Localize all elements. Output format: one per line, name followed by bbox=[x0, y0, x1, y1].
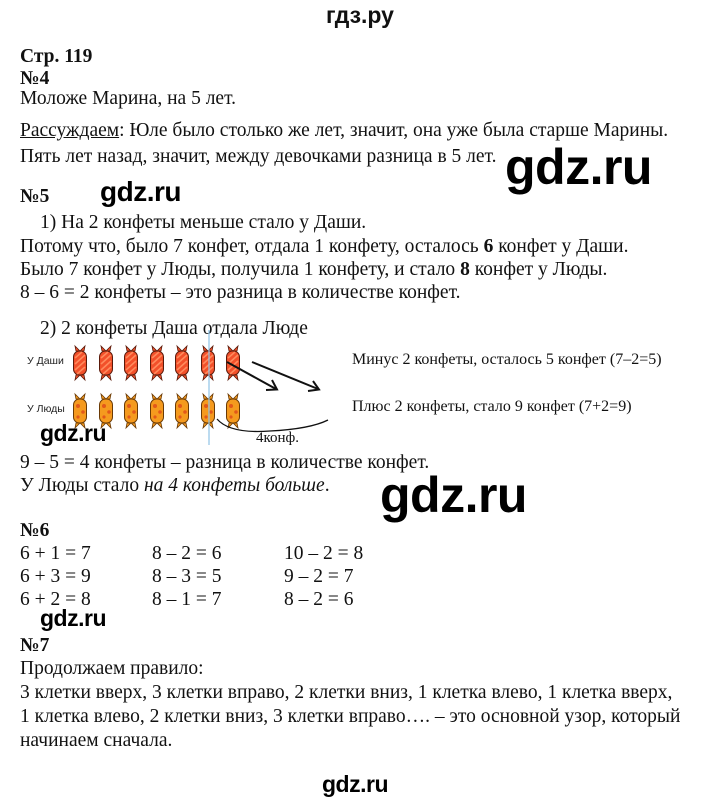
equation: 8 – 3 = 5 bbox=[152, 566, 222, 587]
task5-part1-title: 1) На 2 конфеты меньше стало у Даши. bbox=[40, 212, 367, 233]
equation: 8 – 2 = 6 bbox=[152, 543, 222, 564]
task4-number: №4 bbox=[20, 68, 50, 89]
task7-line1: 3 клетки вверх, 3 клетки вправо, 2 клетки вниз, 1 клетка влево, 1 клетка вверх, bbox=[20, 682, 673, 703]
task5-part1-line3: 8 – 6 = 2 конфеты – это разница в количестве конфет. bbox=[20, 282, 461, 303]
brace-label: 4конф. bbox=[256, 430, 300, 446]
row-label-lyuda: У Люды bbox=[27, 403, 65, 415]
watermark: gdz.ru bbox=[380, 467, 527, 523]
text: конфет у Даши. bbox=[493, 236, 629, 257]
dasha-note: Минус 2 конфеты, осталось 5 конфет (7–2=5) bbox=[352, 351, 662, 368]
task7-intro: Продолжаем правило: bbox=[20, 658, 204, 679]
text: Было 7 конфет у Люды, получила 1 конфету, и стало bbox=[20, 259, 461, 280]
task7-number: №7 bbox=[20, 635, 50, 656]
watermark: gdz.ru bbox=[322, 771, 388, 797]
watermark: gdz.ru bbox=[40, 605, 106, 631]
equation: 6 + 1 = 7 bbox=[20, 543, 91, 564]
equation: 8 – 1 = 7 bbox=[152, 589, 222, 610]
equation: 9 – 2 = 7 bbox=[284, 566, 354, 587]
page-reference: Стр. 119 bbox=[20, 46, 93, 67]
task5-part2-title: 2) 2 конфеты Даша отдала Люде bbox=[40, 318, 308, 339]
equation: 6 + 2 = 8 bbox=[20, 589, 91, 610]
equation: 10 – 2 = 8 bbox=[284, 543, 364, 564]
italic-text: на 4 конфеты больше bbox=[143, 475, 325, 496]
task5-number: №5 bbox=[20, 186, 50, 207]
site-header: гдз.ру bbox=[326, 2, 394, 28]
task5-part2-line2 bbox=[20, 475, 330, 497]
watermark: gdz.ru bbox=[505, 139, 652, 195]
candy-diagram bbox=[0, 330, 720, 460]
lyuda-note: Плюс 2 конфеты, стало 9 конфет (7+2=9) bbox=[352, 398, 632, 415]
bold-number: 6 bbox=[483, 236, 494, 257]
task5-part1-line2 bbox=[20, 259, 607, 281]
watermark: gdz.ru bbox=[100, 176, 181, 207]
task7-line2: 1 клетка влево, 2 клетки вниз, 3 клетки вправо…. – это основной узор, который bbox=[20, 706, 681, 727]
row-label-dasha: У Даши bbox=[27, 355, 64, 367]
text: Потому что, было 7 конфет, отдала 1 конфету, осталось bbox=[20, 236, 484, 257]
task4-answer: Моложе Марина, на 5 лет. bbox=[20, 88, 237, 109]
task5-part2-line1: 9 – 5 = 4 конфеты – разница в количестве конфет. bbox=[20, 452, 430, 473]
text: У Люды стало bbox=[20, 475, 144, 496]
reasoning-text: : Юле было столько же лет, значит, она уже была старше Марины. bbox=[119, 120, 669, 141]
task6-number: №6 bbox=[20, 520, 50, 541]
arrow-line bbox=[252, 362, 318, 389]
arrow-line bbox=[227, 362, 276, 389]
text: конфет у Люды. bbox=[469, 259, 608, 280]
bold-number: 8 bbox=[460, 259, 470, 280]
reasoning-label: Рассуждаем bbox=[20, 120, 120, 141]
task7-line3: начинаем сначала. bbox=[20, 730, 173, 751]
watermark: gdz.ru bbox=[40, 420, 106, 446]
equation: 8 – 2 = 6 bbox=[284, 589, 354, 610]
task4-reasoning-line2: Пять лет назад, значит, между девочками разница в 5 лет. bbox=[20, 146, 497, 167]
equation: 6 + 3 = 9 bbox=[20, 566, 91, 587]
task5-part1-line1 bbox=[20, 236, 628, 258]
text: . bbox=[324, 475, 330, 496]
diagram-overlay bbox=[0, 330, 720, 460]
